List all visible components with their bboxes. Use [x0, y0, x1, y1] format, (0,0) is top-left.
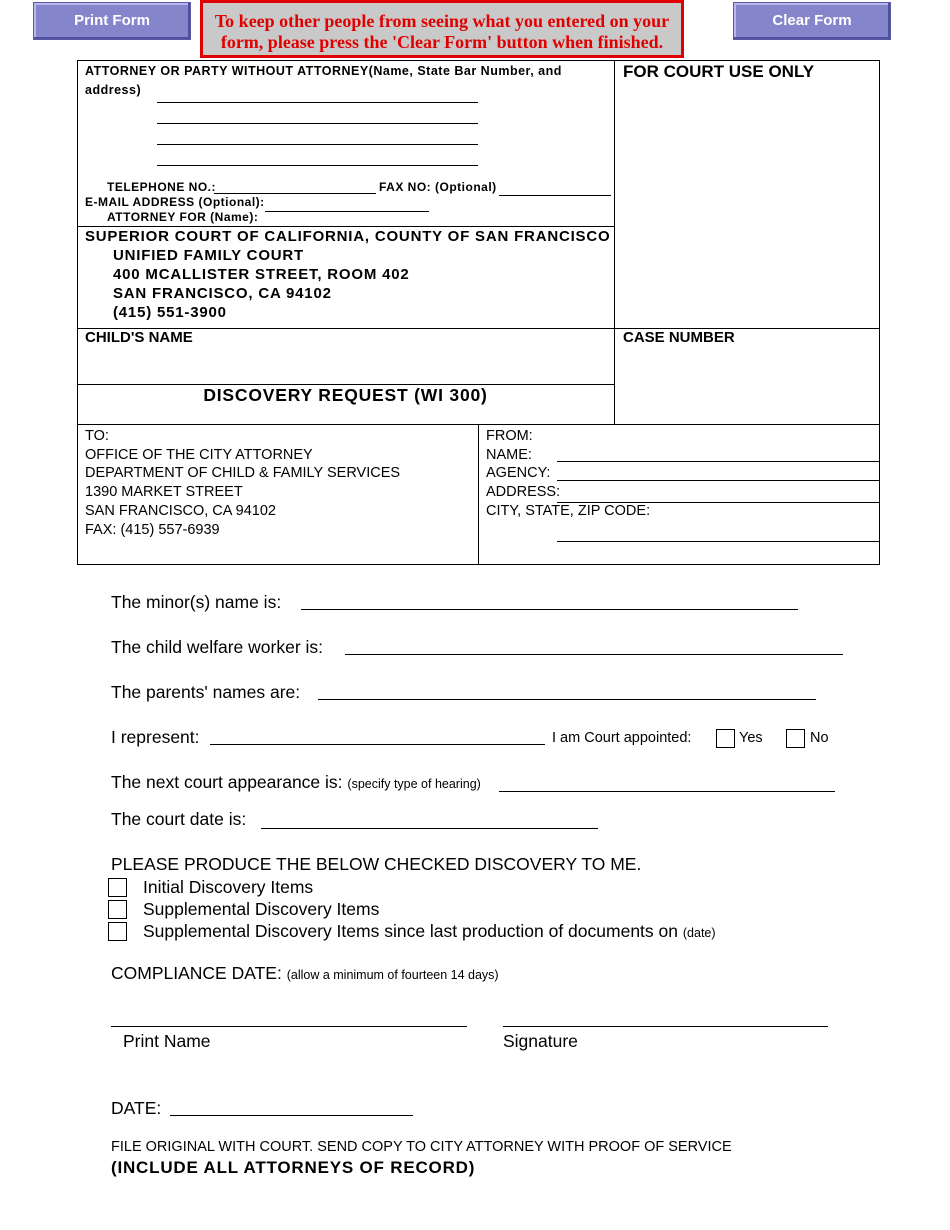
represent-field[interactable] [210, 744, 545, 745]
parents-field[interactable] [318, 699, 816, 700]
footer-include-all: (INCLUDE ALL ATTORNEYS OF RECORD) [111, 1158, 476, 1177]
represent-label: I represent: [111, 727, 200, 747]
date-label: DATE: [111, 1098, 162, 1118]
from-city-field[interactable] [557, 541, 879, 542]
email-label: E-MAIL ADDRESS (Optional): [85, 195, 265, 209]
footer-instruction: FILE ORIGINAL WITH COURT. SEND COPY TO CITY ATTORNEY WITH PROOF OF SERVICE [111, 1139, 732, 1155]
next-appearance-field[interactable] [499, 791, 835, 792]
attorney-for-field[interactable] [265, 211, 429, 212]
fax-field[interactable] [499, 195, 611, 196]
clear-form-button[interactable]: Clear Form [733, 2, 891, 40]
supplemental-discovery-label: Supplemental Discovery Items [143, 899, 380, 919]
attorney-line-4[interactable] [157, 165, 478, 166]
supplemental-since-checkbox[interactable] [108, 922, 127, 941]
header-divider [614, 60, 615, 425]
child-name-label: CHILD'S NAME [85, 329, 193, 346]
discovery-heading: PLEASE PRODUCE THE BELOW CHECKED DISCOVERY TO ME. [111, 854, 642, 874]
supplemental-since-label: Supplemental Discovery Items since last production of documents on (date) [143, 921, 716, 941]
yes-label: Yes [739, 730, 763, 746]
from-block: FROM: NAME: AGENCY: ADDRESS: CITY, STATE, ZIP CODE: [486, 428, 651, 519]
attorney-line-1[interactable] [157, 102, 478, 103]
from-name-field[interactable] [557, 461, 879, 462]
court-date-label: The court date is: [111, 809, 247, 829]
form-title: DISCOVERY REQUEST (WI 300) [203, 385, 488, 405]
attorney-line-2[interactable] [157, 123, 478, 124]
date-field[interactable] [170, 1115, 413, 1116]
parents-label: The parents' names are: [111, 682, 301, 702]
from-address-field[interactable] [557, 502, 879, 503]
signature-label: Signature [503, 1031, 578, 1051]
print-form-button[interactable]: Print Form [33, 2, 191, 40]
compliance-label: COMPLIANCE DATE: (allow a minimum of fourteen 14 days) [111, 963, 499, 983]
clear-form-notice: To keep other people from seeing what you entered on your form, please press the 'Clear Form' button when finished. [200, 0, 684, 58]
fax-label: FAX NO: (Optional) [379, 180, 497, 194]
attorney-for-label: ATTORNEY FOR (Name): [107, 210, 259, 224]
minor-name-label: The minor(s) name is: [111, 592, 282, 612]
initial-discovery-checkbox[interactable] [108, 878, 127, 897]
from-agency-field[interactable] [557, 480, 879, 481]
yes-checkbox[interactable] [716, 729, 735, 748]
case-number-label: CASE NUMBER [623, 329, 735, 346]
row-divider-2 [77, 328, 880, 329]
to-block: TO: OFFICE OF THE CITY ATTORNEY DEPARTMENT OF CHILD & FAMILY SERVICES 1390 MARKET STREET SAN FRANCISCO, CA 94102 FAX: (415) 557-6939 [85, 428, 401, 538]
telephone-label: TELEPHONE NO.: [107, 180, 217, 194]
telephone-field[interactable] [214, 193, 376, 194]
print-name-field[interactable] [111, 1026, 467, 1027]
court-address: SUPERIOR COURT OF CALIFORNIA, COUNTY OF SAN FRANCISCO UNIFIED FAMILY COURT 400 MCALLISTER STREET, ROOM 402 SAN FRANCISCO, CA 94102 (415) 551-3900 [85, 228, 611, 321]
attorney-line-3[interactable] [157, 144, 478, 145]
attorney-label: ATTORNEY OR PARTY WITHOUT ATTORNEY(Name, State Bar Number, and address) [85, 64, 562, 97]
court-date-field[interactable] [261, 828, 598, 829]
print-name-label: Print Name [123, 1031, 211, 1051]
welfare-worker-field[interactable] [345, 654, 843, 655]
supplemental-discovery-checkbox[interactable] [108, 900, 127, 919]
initial-discovery-label: Initial Discovery Items [143, 877, 314, 897]
court-use-label: FOR COURT USE ONLY [623, 62, 815, 81]
court-appointed-label: I am Court appointed: [552, 730, 692, 746]
next-appearance-label: The next court appearance is: (specify type of hearing) [111, 772, 481, 792]
no-label: No [810, 730, 829, 746]
signature-field[interactable] [503, 1026, 828, 1027]
to-from-divider [478, 425, 479, 565]
welfare-worker-label: The child welfare worker is: [111, 637, 324, 657]
no-checkbox[interactable] [786, 729, 805, 748]
minor-name-field[interactable] [301, 609, 798, 610]
